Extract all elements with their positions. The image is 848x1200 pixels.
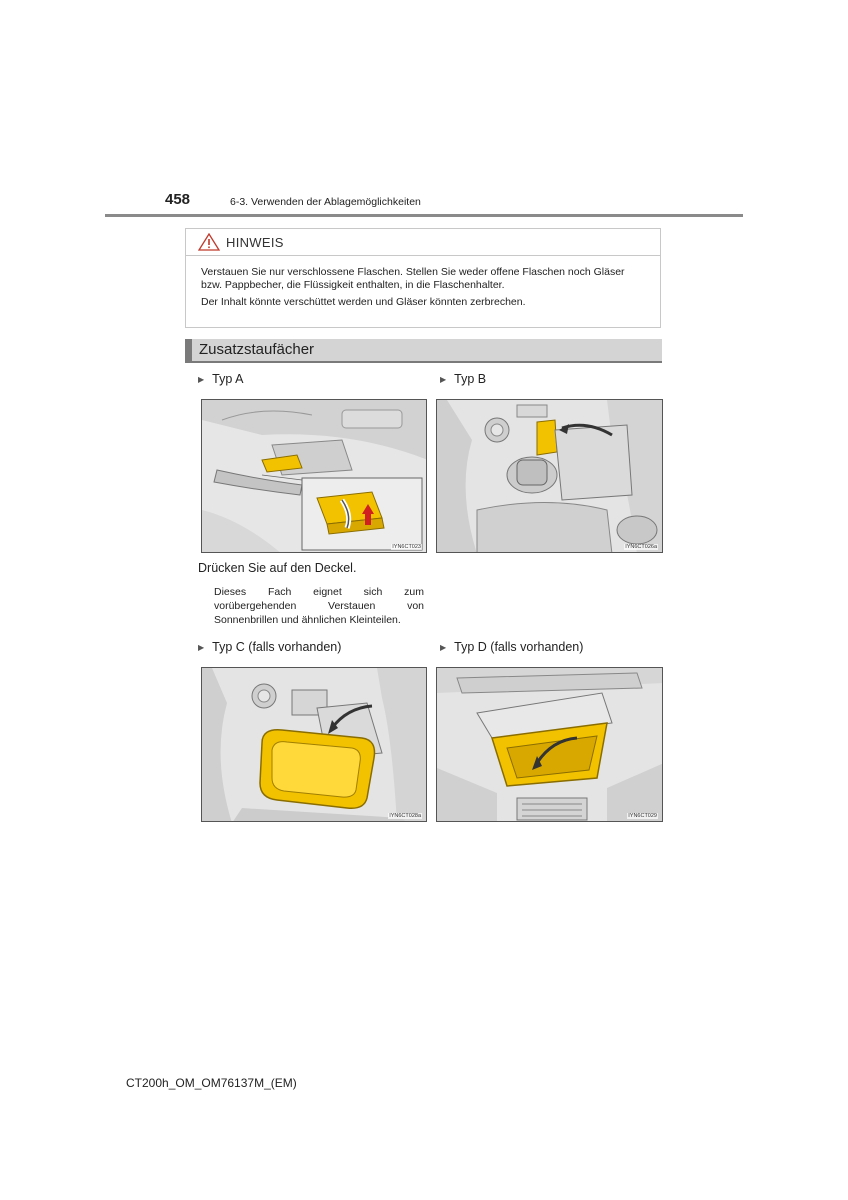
figure-code: IYN6CT023 xyxy=(392,544,421,550)
footer-code: CT200h_OM_OM76137M_(EM) xyxy=(126,1076,297,1090)
header-rule xyxy=(105,214,743,217)
figure-type-c xyxy=(201,667,427,822)
notice-title: HINWEIS xyxy=(226,234,284,250)
type-c-text: Typ C (falls vorhanden) xyxy=(212,640,342,654)
type-c-label xyxy=(198,640,341,654)
bullet-triangle-icon: ▶ xyxy=(198,643,205,652)
section-heading-bar xyxy=(185,339,662,363)
section-title: 6-3. Verwenden der Ablagemöglichkeiten xyxy=(230,196,421,208)
figure-type-a xyxy=(201,399,427,553)
type-b-label xyxy=(440,372,486,386)
type-d-text: Typ D (falls vorhanden) xyxy=(454,640,584,654)
center-console-illustration xyxy=(437,400,663,553)
figure-code: IYN6CT029 xyxy=(628,813,657,819)
warning-icon xyxy=(198,233,220,251)
type-d-label xyxy=(440,640,583,654)
description-text: Dieses Fach eignet sich zum vorübergehenden Verstauen von Sonnenbrillen und ähnlichen Kleinteilen. xyxy=(214,586,424,626)
notice-paragraph-2: Der Inhalt könnte verschüttet werden und Gläser könnten zerbrechen. xyxy=(201,296,526,308)
bullet-triangle-icon: ▶ xyxy=(198,375,205,384)
figure-type-d xyxy=(436,667,663,822)
bullet-triangle-icon: ▶ xyxy=(440,375,447,384)
page-number: 458 xyxy=(165,191,191,208)
instruction-text: Drücken Sie auf den Deckel. xyxy=(198,561,357,575)
notice-paragraph-1: Verstauen Sie nur verschlossene Flaschen. Stellen Sie weder offene Flaschen noch Gläser bzw. Pappbecher, die Flüssigkeit enthalten, in die Flaschenhalter. xyxy=(201,266,625,291)
notice-header xyxy=(186,229,660,256)
figure-code: IYN6CT028a xyxy=(389,813,421,819)
console-tray-illustration xyxy=(202,668,427,822)
heading-accent xyxy=(185,339,192,361)
dashboard-compartment-illustration xyxy=(437,668,663,822)
notice-body xyxy=(186,256,660,309)
bullet-triangle-icon: ▶ xyxy=(440,643,447,652)
section-heading: Zusatzstaufächer xyxy=(199,341,315,358)
overhead-console-illustration xyxy=(202,400,427,553)
type-b-text: Typ B xyxy=(454,372,487,386)
notice-box xyxy=(185,228,661,328)
type-a-text: Typ A xyxy=(212,372,244,386)
figure-type-b xyxy=(436,399,663,553)
type-a-label xyxy=(198,372,243,386)
figure-code: IYN6CT026a xyxy=(625,544,657,550)
